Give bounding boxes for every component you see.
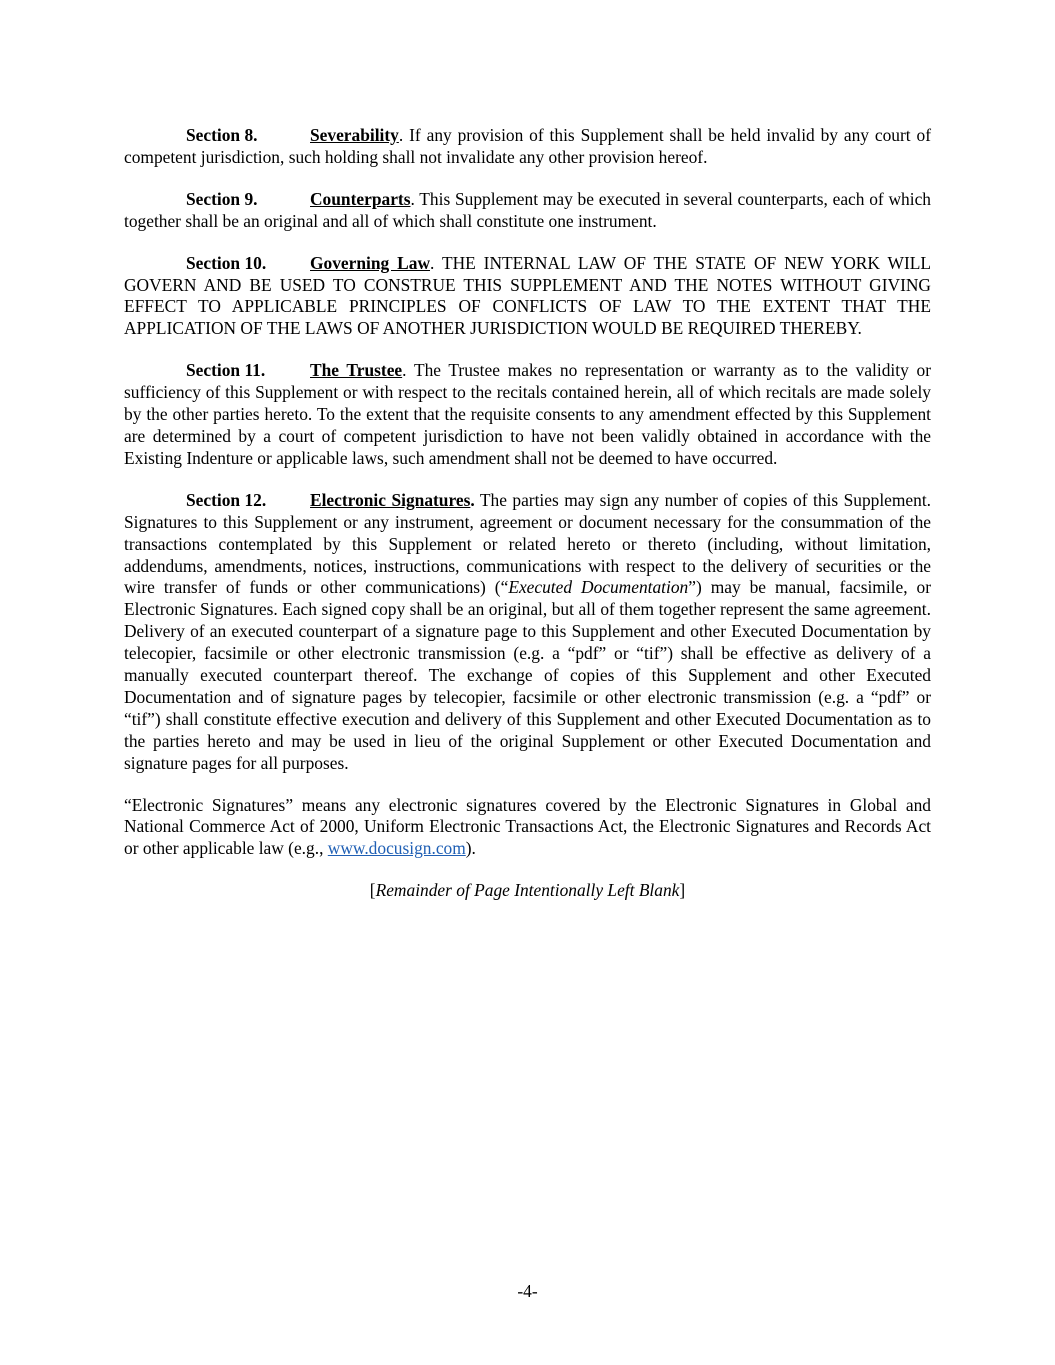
section-body: This Supplement may be executed in several counterparts, each of which together shall be an original and all of which shall constitute one instrument. — [124, 188, 931, 231]
document-page — [124, 125, 931, 902]
section-12-paragraph — [124, 490, 931, 775]
section-title: Electronic Signatures — [310, 489, 471, 510]
section-title-punct: . — [470, 489, 475, 510]
section-body: If any provision of this Supplement shall be held invalid by any court of competent jurisdiction, such holding shall not invalidate any other provision hereof. — [124, 125, 931, 167]
bracket-open: [ — [369, 880, 376, 901]
definition-text: “Electronic Signatures” means any electronic signatures covered by the Electronic Signatures in Global and National Commerce Act of 2000, Uniform Electronic Transactions Act, the Electronic Signatures and Records Act or other applicable law (e.g., — [124, 794, 931, 859]
section-title: Governing Law — [310, 252, 430, 273]
section-11-paragraph — [124, 360, 931, 470]
docusign-link[interactable]: www.docusign.com — [327, 838, 466, 859]
section-number: Section 12. — [186, 489, 267, 510]
section-8-paragraph — [124, 125, 931, 169]
section-9-paragraph — [124, 189, 931, 233]
section-title: The Trustee — [310, 360, 403, 381]
section-body: THE INTERNAL LAW OF THE STATE OF NEW YORK WILL GOVERN AND BE USED TO CONSTRUE THIS SUPPLEMENT AND THE NOTES WITHOUT GIVING EFFECT TO APPLICABLE PRINCIPLES OF CONFLICTS OF LAW TO THE EXTENT THAT THE APPLICATION OF THE LAWS OF ANOTHER JURISDICTION WOULD BE REQUIRED THEREBY. — [124, 252, 931, 339]
executed-documentation-term: Executed Documentation — [508, 577, 689, 598]
section-title-punct: . — [402, 360, 407, 381]
electronic-signatures-definition — [124, 795, 931, 861]
section-body-part2: ”) may be manual, facsimile, or Electronic Signatures. Each signed copy shall be an original, but all of them together represent the same agreement. Delivery of an executed counterpart of a signature page to this Supplement and other Executed Documentation by telecopier, facsimile or other electronic transmission (e.g. a “pdf” or “tif”) shall be effective as delivery of a manually executed counterpart thereof. The exchange of copies of this Supplement and other Executed Documentation and of signature pages by telecopier, facsimile or other electronic transmission (e.g. a “pdf” or “tif”) shall constitute effective execution and delivery of this Supplement and other Executed Documentation as to the parties hereto and may be used in lieu of the original Supplement or other Executed Documentation and signature pages for all purposes. — [124, 577, 931, 773]
definition-text-end: ). — [465, 838, 476, 859]
section-title-punct: . — [398, 125, 404, 145]
section-title: Severability — [310, 125, 399, 145]
section-title-punct: . — [410, 188, 415, 209]
remainder-blank-note — [124, 880, 931, 902]
section-body-part1: The parties may sign any number of copies of this Supplement. Signatures to this Supplement or any instrument, agreement or document necessary for the consummation of the transactions contemplated by this Supplement or related hereto or thereto (including, without limitation, addendums, amendments, notices, instructions, communications with respect to the delivery of securities or the wire transfer of funds or other communications) (“ — [124, 489, 932, 598]
section-number: Section 10. — [186, 252, 267, 273]
remainder-text: Remainder of Page Intentionally Left Blank — [375, 880, 680, 901]
section-number: Section 8. — [186, 125, 258, 145]
section-title: Counterparts — [310, 188, 411, 209]
section-title-punct: . — [430, 252, 435, 273]
page-number: -4- — [517, 1281, 538, 1301]
section-number: Section 9. — [186, 188, 258, 209]
bracket-close: ] — [679, 880, 686, 901]
section-body: The Trustee makes no representation or warranty as to the validity or sufficiency of this Supplement or with respect to the recitals contained herein, all of which recitals are made solely by the other parties hereto. To the extent that the requisite consents to any amendment effected by this Supplement are determined by a court of competent jurisdiction to have not been validly obtained in accordance with the Existing Indenture or applicable laws, such amendment shall not be deemed to have occurred. — [124, 360, 932, 468]
section-number: Section 11. — [186, 360, 266, 381]
section-10-paragraph — [124, 253, 931, 341]
